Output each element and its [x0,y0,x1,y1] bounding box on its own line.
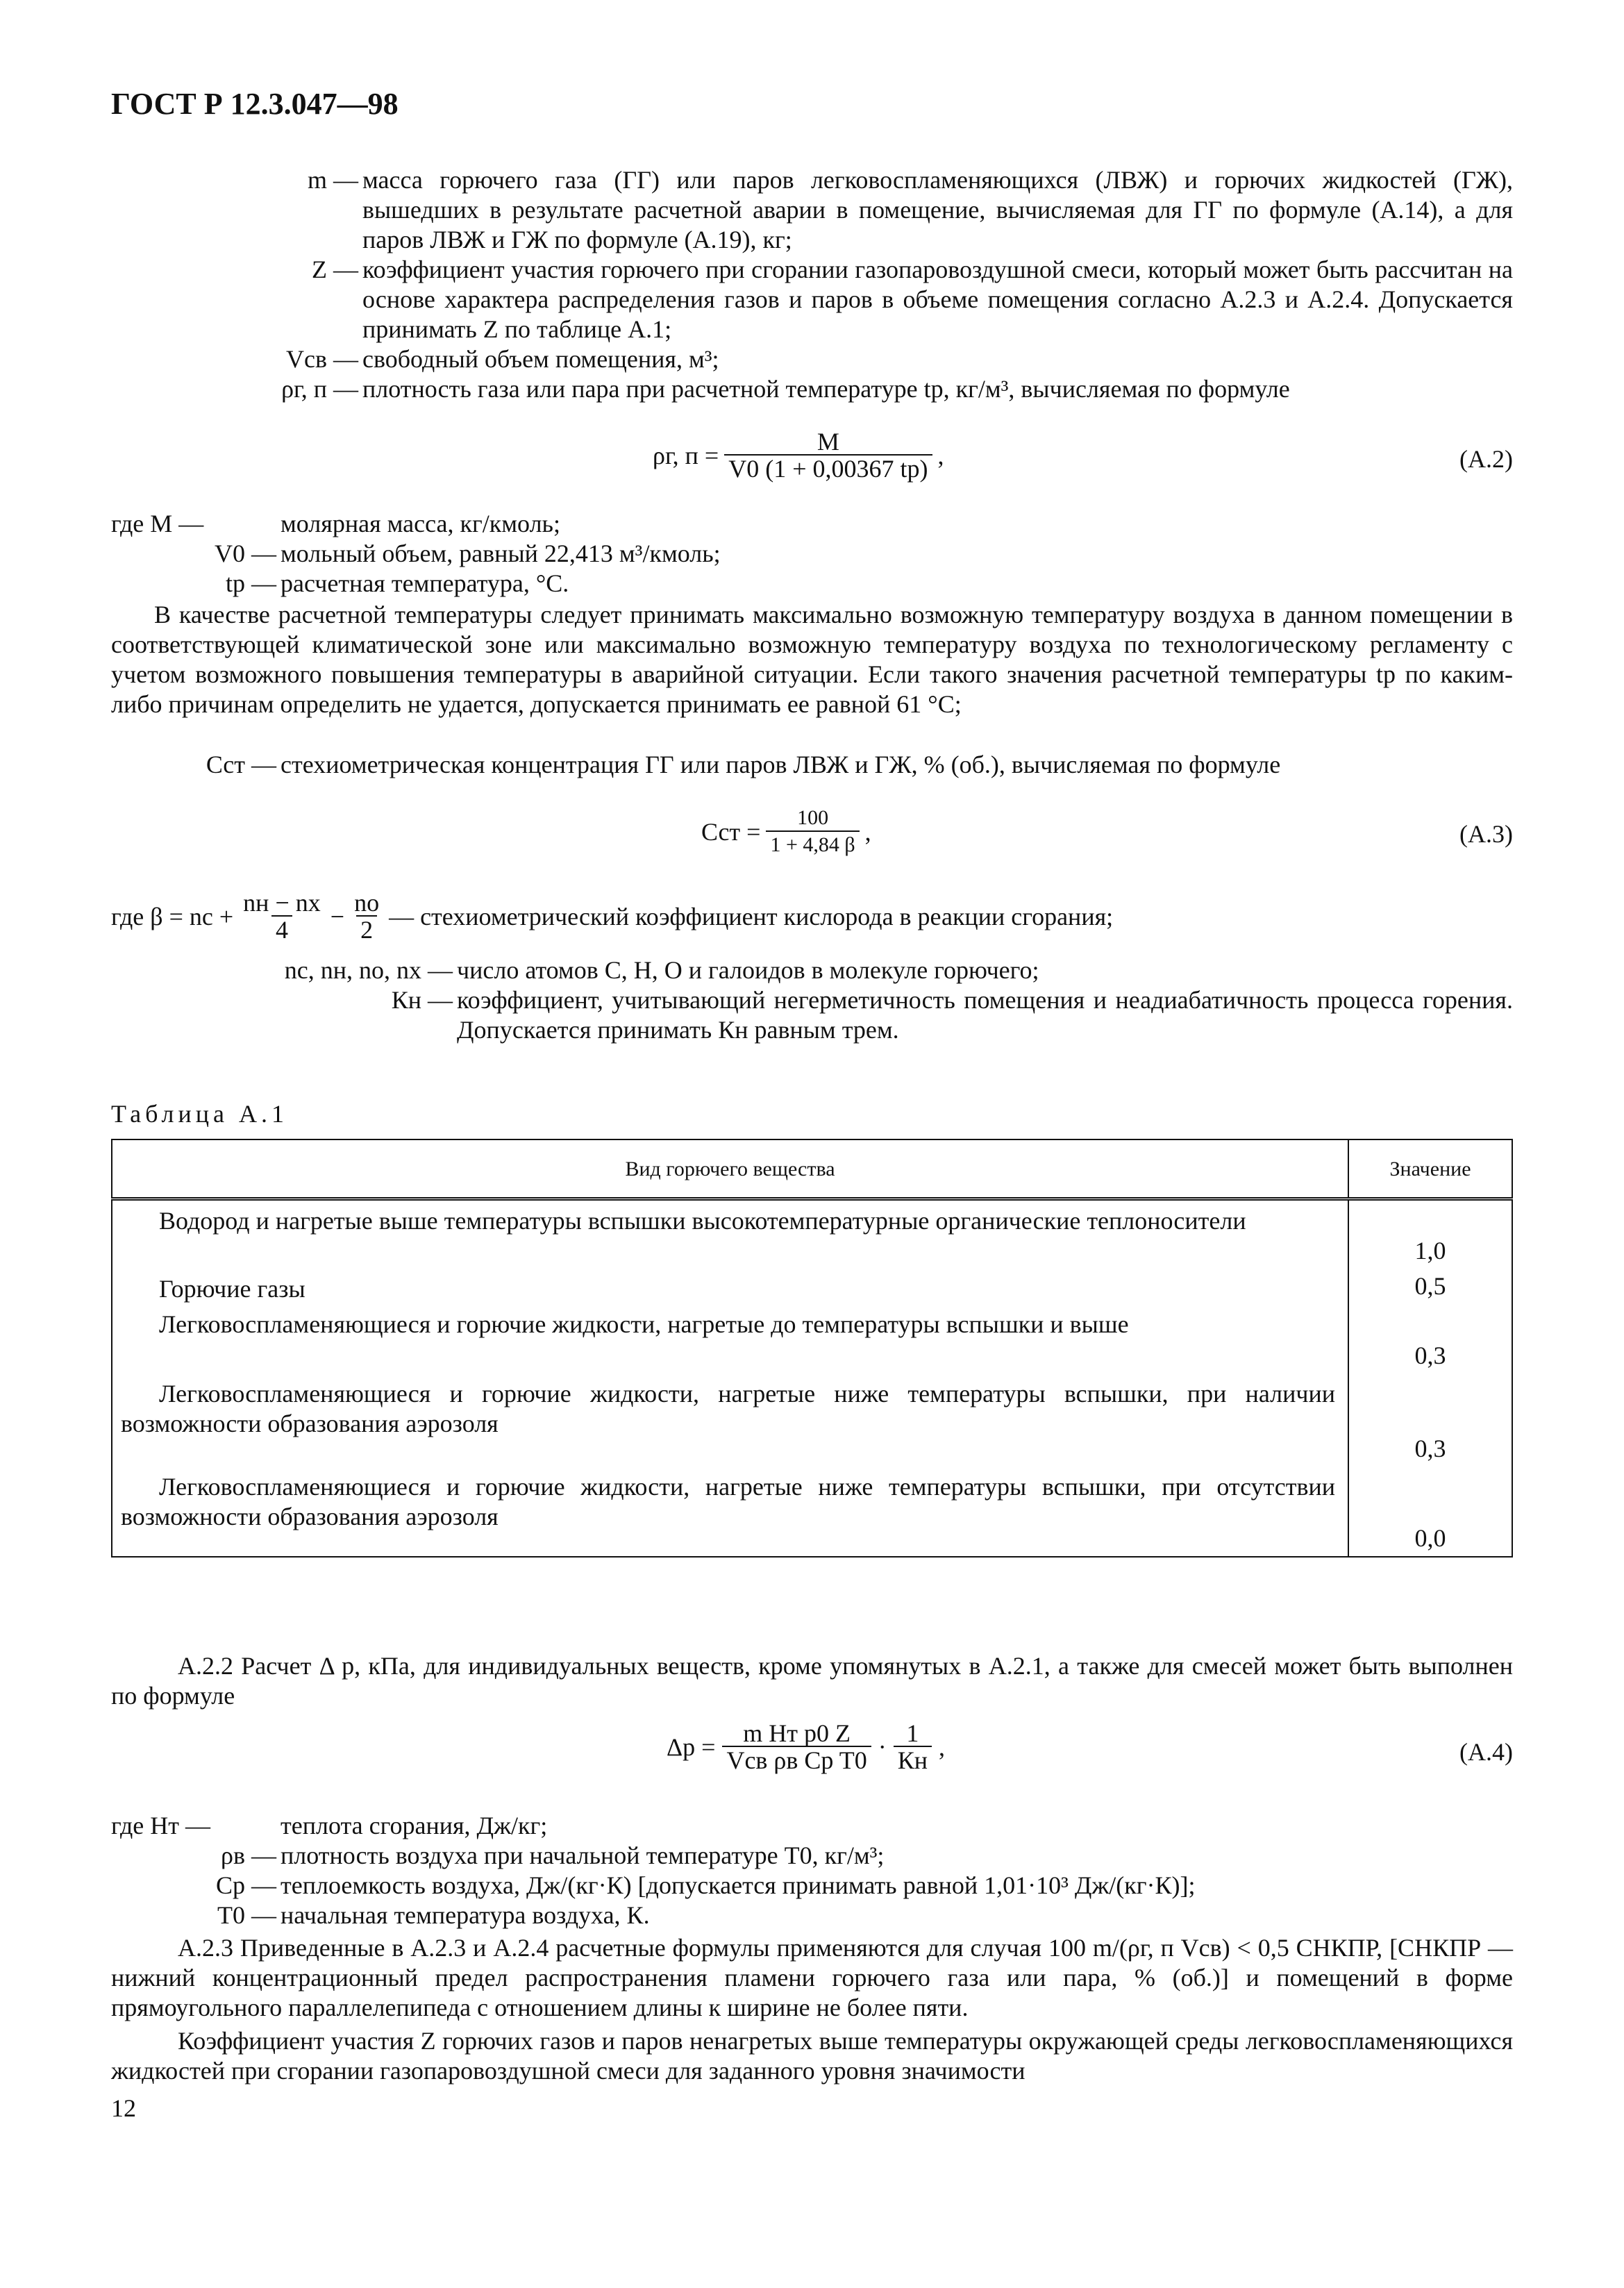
definition-text: стехиометрическая концентрация ГГ или паров ЛВЖ и ГЖ, % (об.), вычисляемая по формуле [281,751,1281,778]
definition-item [111,539,1513,569]
paragraph-a23: А.2.3 Приведенные в А.2.3 и А.2.4 расчетные формулы применяются для случая 100 m/(ρг, п Vсв) < 0,5 СНКПР, [СНКПР — нижний концентрационный предел распространения пламени горючего газа или пара, % (об.)] и помещений в форме прямоугольного параллелепипеда с отношением длины к ширине не более пяти. [111,1934,1513,2021]
beta-prefix: где β = nс + [111,902,234,930]
definition-symbol: Сст — [206,751,276,778]
definition-symbol: nс, nн, nо, nх — [284,956,453,984]
definition-text: масса горючего газа (ГГ) или паров легковоспламеняющихся (ЛВЖ) и горючих жидкостей (ГЖ), вышедших в результате расчетной аварии в помещение, вычисляемая для ГГ по формуле (А.14), а для паров ЛВЖ и ГЖ по формуле (А.19), кг; [362,166,1513,253]
formula-label: (А.3) [1459,820,1513,848]
definitions-block-4 [111,1811,1513,1930]
fraction-denominator: V0 (1 + 0,00367 tр) [724,454,932,482]
definition-text: молярная масса, кг/кмоль; [281,510,560,537]
fraction-numerator: nо [354,889,380,917]
fraction-numerator: M [817,428,839,456]
definition-text: плотность газа или пара при расчетной температуре tр, кг/м³, вычисляемая по формуле [362,375,1290,403]
definition-item [111,509,1513,539]
definition-symbol: m — [307,166,358,194]
formula-a3 [111,805,1513,865]
definition-symbol: T0 — [217,1901,276,1929]
definitions-block-2 [111,509,1513,599]
definition-item [111,165,1513,255]
formula-a2 [111,429,1513,489]
fraction-denominator: 2 [356,915,377,943]
table-cell-value: 0,3 [1348,1304,1512,1373]
table-header-row [112,1139,1512,1199]
table-cell-name: Водород и нагретые выше температуры вспышки высокотемпературные органические теплоносители [112,1199,1348,1269]
definition-symbol: ρв — [221,1842,276,1869]
fraction-numerator: 100 [797,806,829,829]
definition-text: свободный объем помещения, м³; [362,345,719,373]
formula-tail: , [939,1732,946,1761]
definition-symbol: Z — [312,256,358,283]
formula-lhs: Сст = [701,817,761,846]
formula-label: (А.2) [1459,445,1513,473]
definition-symbol: Кн — [391,986,453,1014]
definition-text: начальная температура воздуха, К. [281,1901,650,1929]
definition-symbol: Vсв — [286,345,358,373]
definition-symbol: V0 — [215,540,276,567]
page-number: 12 [111,2094,136,2122]
definition-item [111,1901,1513,1930]
table-cell-name: Горючие газы [112,1269,1348,1304]
beta-fraction-2 [350,890,383,943]
page-header: ГОСТ Р 12.3.047—98 [111,87,399,121]
table-cell-value: 0,5 [1348,1269,1512,1304]
definition-symbol: Cp — [215,1871,276,1899]
definition-text: число атомов С, Н, О и галоидов в молекуле горючего; [457,956,1039,984]
definition-item [111,750,1513,780]
definition-item [111,1841,1513,1871]
table-cell-name: Легковоспламеняющиеся и горючие жидкости, нагретые ниже температуры вспышки, при наличии возможности образования аэрозоля [112,1373,1348,1467]
definition-symbol: ρг, п — [281,375,358,403]
definition-symbol: где M — [111,510,204,537]
fraction-denominator: Кн [894,1746,932,1773]
table-row [112,1269,1512,1304]
table-cell-value: 1,0 [1348,1199,1512,1269]
fraction-numerator: 1 [906,1719,919,1747]
beta-definition [111,890,1513,943]
definition-symbol: tр — [225,569,276,597]
table-row [112,1467,1512,1557]
fraction-denominator: Vсв ρв Cp T0 [722,1746,871,1773]
table-a1 [111,1139,1513,1558]
definition-text: теплота сгорания, Дж/кг; [281,1812,548,1839]
definition-item [111,255,1513,344]
definition-item [111,955,1513,985]
beta-fraction-1 [239,890,325,943]
table-cell-value: 0,3 [1348,1373,1512,1467]
formula-label: (А.4) [1459,1738,1513,1766]
formula-dot: · [878,1732,887,1761]
definition-text: коэффициент участия горючего при сгорании газопаровоздушной смеси, который может быть рассчитан на основе характера распределения газов и паров в объеме помещения согласно А.2.3 и А.2.4. Допускается принимать Z по таблице А.1; [362,256,1513,343]
paragraph-a22: А.2.2 Расчет Δ p, кПа, для индивидуальных веществ, кроме упомянутых в А.2.1, а также для смесей может быть выполнен по формуле [111,1652,1513,1710]
definition-text: коэффициент, учитывающий негерметичность помещения и неадиабатичность процесса горения. Допускается принимать Кн равным трем. [457,986,1513,1044]
table-row [112,1199,1512,1269]
formula-fraction [724,429,932,482]
fraction-denominator: 1 + 4,84 β [766,830,859,858]
table-caption: Таблица А.1 [111,1100,288,1128]
beta-text: — стехиометрический коэффициент кислорода в реакции сгорания; [389,902,1114,930]
definitions-block-1 [111,165,1513,404]
paragraph-z: Коэффициент участия Z горючих газов и паров ненагретых выше температуры окружающей среды легковоспламеняющихся жидкостей при сгорании газопаровоздушной смеси для заданного уровня значимости [111,2027,1513,2085]
table-row [112,1373,1512,1467]
definition-item [111,985,1513,1045]
table-header-cell: Вид горючего вещества [112,1139,1348,1199]
table-header-cell: Значение [1348,1139,1512,1199]
fraction-numerator: m Hт p0 Z [743,1719,851,1747]
definition-text: мольный объем, равный 22,413 м³/кмоль; [281,540,721,567]
definition-item [111,1811,1513,1841]
definition-cst [111,750,1513,780]
fraction-denominator: 4 [271,915,292,943]
definition-text: теплоемкость воздуха, Дж/(кг·К) [допускается принимать равной 1,01·10³ Дж/(кг·К)]; [281,1871,1196,1899]
table-cell-name: Легковоспламеняющиеся и горючие жидкости, нагретые ниже температуры вспышки, при отсутствии возможности образования аэрозоля [112,1467,1348,1557]
formula-fraction-2 [894,1721,932,1773]
definition-text: плотность воздуха при начальной температуре T0, кг/м³; [281,1842,885,1869]
table-cell-name: Легковоспламеняющиеся и горючие жидкости, нагретые до температуры вспышки и выше [112,1304,1348,1373]
formula-lhs: ρг, п = [653,441,719,469]
definition-item [111,344,1513,374]
definitions-block-3 [111,955,1513,1045]
table-cell-value: 0,0 [1348,1467,1512,1557]
formula-fraction [766,805,859,858]
paragraph-temperature: В качестве расчетной температуры следует принимать максимально возможную температуру воздуха в данном помещении в соответствующей климатической зоне или максимально возможную температуру воздуха по технологическому регламенту с учетом возможного повышения температуры в аварийной ситуации. Если такого значения расчетной температуры tр по каким-либо причинам определить не удается, допускается принимать ее равной 61 °С; [111,601,1513,718]
formula-lhs: Δp = [667,1732,716,1761]
formula-fraction-1 [722,1721,871,1773]
fraction-numerator: nн − nх [243,889,321,917]
formula-a4 [111,1721,1513,1787]
definition-text: расчетная температура, °С. [281,569,569,597]
beta-minus: − [330,902,345,930]
definition-symbol: где Hт — [111,1812,210,1839]
definition-item [111,1871,1513,1901]
definition-item [111,374,1513,404]
formula-tail: , [864,817,871,846]
table-row [112,1304,1512,1373]
definition-item [111,569,1513,599]
formula-tail: , [937,441,944,469]
